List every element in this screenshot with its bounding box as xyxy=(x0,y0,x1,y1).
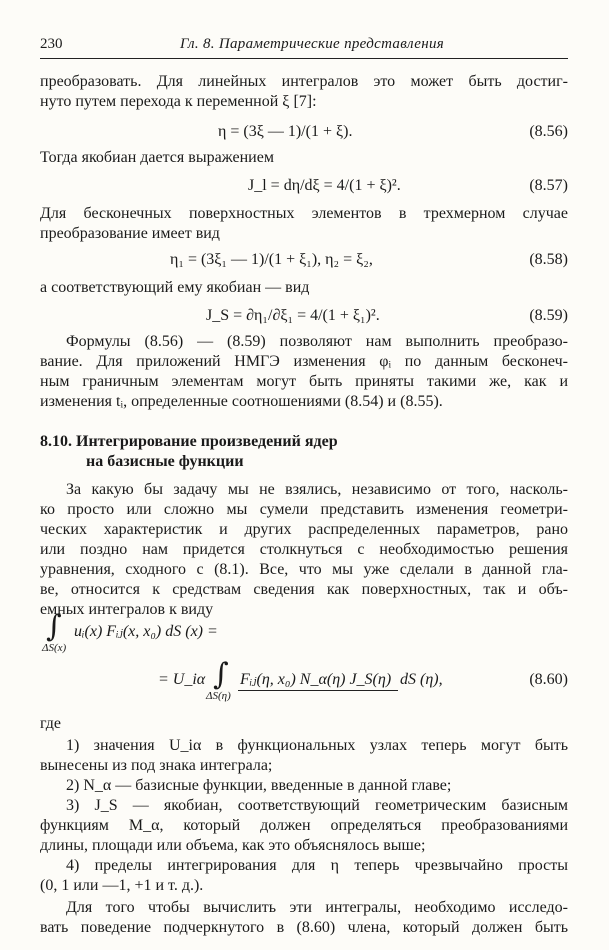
section-heading xyxy=(40,432,338,452)
equation-8-57: J_l = dη/dξ = 4/(1 + ξ)². xyxy=(248,177,401,194)
equation-number: (8.60) xyxy=(529,671,568,688)
text-line: емных интегралов к виду xyxy=(40,601,214,618)
equation-8-58: η₁ = (3ξ₁ — 1)/(1 + ξ₁), η₂ = ξ₂, xyxy=(170,251,373,268)
integral-domain: ΔS(η) xyxy=(206,690,231,702)
equation-number: (8.56) xyxy=(529,123,568,140)
text-line: изменения tᵢ, определенные соотношениями (8.54) и (8.55). xyxy=(40,393,443,410)
list-item-cont: (0, 1 или —1, +1 и т. д.). xyxy=(40,877,204,894)
text-line: ве, относится к средствам сведения как поверхностных, так и объ- xyxy=(40,581,568,598)
text-line: а соответствующий ему якобиан — вид xyxy=(40,279,310,296)
equation-number: (8.58) xyxy=(529,251,568,268)
text-line: Для того чтобы вычислить эти интегралы, необходимо исследо- xyxy=(66,899,568,916)
text-line: ным граничным элементам могут быть приняты такими же, как и xyxy=(40,373,568,390)
list-item: 1) значения U_iα в функциональных узлах теперь могут быть xyxy=(66,737,568,754)
page-header xyxy=(40,36,568,59)
equation-8-56: η = (3ξ — 1)/(1 + ξ). xyxy=(218,123,353,140)
integral-expression: uᵢ(x) Fᵢⱼ(x, x₀) dS (x) = xyxy=(74,623,218,640)
integral-lhs: = U_iα xyxy=(158,671,206,688)
page-number: 230 xyxy=(40,36,63,52)
text-line: Для бесконечных поверхностных элементов в трехмерном случае xyxy=(40,205,568,222)
integral-sign: ∫ xyxy=(213,657,229,692)
underlined-term: Fᵢⱼ(η, x₀) N_α(η) J_S(η) xyxy=(240,671,392,688)
equation-number: (8.57) xyxy=(529,177,568,194)
text-line: ческих характеристик и других распределенных параметров, рано xyxy=(40,521,568,538)
list-item-cont: длины, площади или объема, как это объяснялось выше; xyxy=(40,837,426,854)
text-line: вать поведение подчеркнутого в (8.60) члена, который должен быть xyxy=(40,919,568,936)
integral-domain: ΔS(x) xyxy=(42,642,67,654)
text-line: Тогда якобиан дается выражением xyxy=(40,149,274,166)
integral-sign: ∫ xyxy=(46,609,62,644)
text-line: или поздно нам придется столкнуться с необходимостью решения xyxy=(40,541,568,558)
text-line: ко просто или сложно мы сумели представить изменения геометри- xyxy=(40,501,568,518)
equation-8-59: J_S = ∂η₁/∂ξ₁ = 4/(1 + ξ₁)². xyxy=(206,307,380,324)
equation-number: (8.59) xyxy=(529,307,568,324)
list-item: 2) N_α — базисные функции, введенные в данной главе; xyxy=(66,777,452,794)
section-title: Интегрирование произведений ядер xyxy=(76,433,338,450)
text-line: нуто путем перехода к переменной ξ [7]: xyxy=(40,93,317,110)
text-line: вание. Для приложений НМГЭ изменения φᵢ по данным бесконеч- xyxy=(40,353,568,370)
text-line: Формулы (8.56) — (8.59) позволяют нам выполнить преобразо- xyxy=(66,333,568,350)
underline xyxy=(238,690,398,691)
list-item: 3) J_S — якобиан, соответствующий геометрическим базисным xyxy=(66,797,568,814)
text-line: преобразовать. Для линейных интегралов это может быть достиг- xyxy=(40,73,568,90)
section-title-cont: на базисные функции xyxy=(86,453,244,470)
text-line: преобразование имеет вид xyxy=(40,225,220,242)
integral-tail: dS (η), xyxy=(400,671,443,688)
section-number: 8.10. xyxy=(40,433,72,450)
list-item-cont: функциям M_α, который должен определяться преобразованиями xyxy=(40,817,568,834)
list-item: 4) пределы интегрирования для η теперь чрезвычайно просты xyxy=(66,857,568,874)
text-line: За какую бы задачу мы не взялись, независимо от того, насколь- xyxy=(66,481,568,498)
text-line: где xyxy=(40,715,62,732)
running-title: Гл. 8. Параметрические представления xyxy=(180,36,445,52)
text-line: уравнения, сходного с (8.1). Все, что мы уже сделали в данной гла- xyxy=(40,561,568,578)
list-item-cont: вынесены из под знака интеграла; xyxy=(40,757,273,774)
